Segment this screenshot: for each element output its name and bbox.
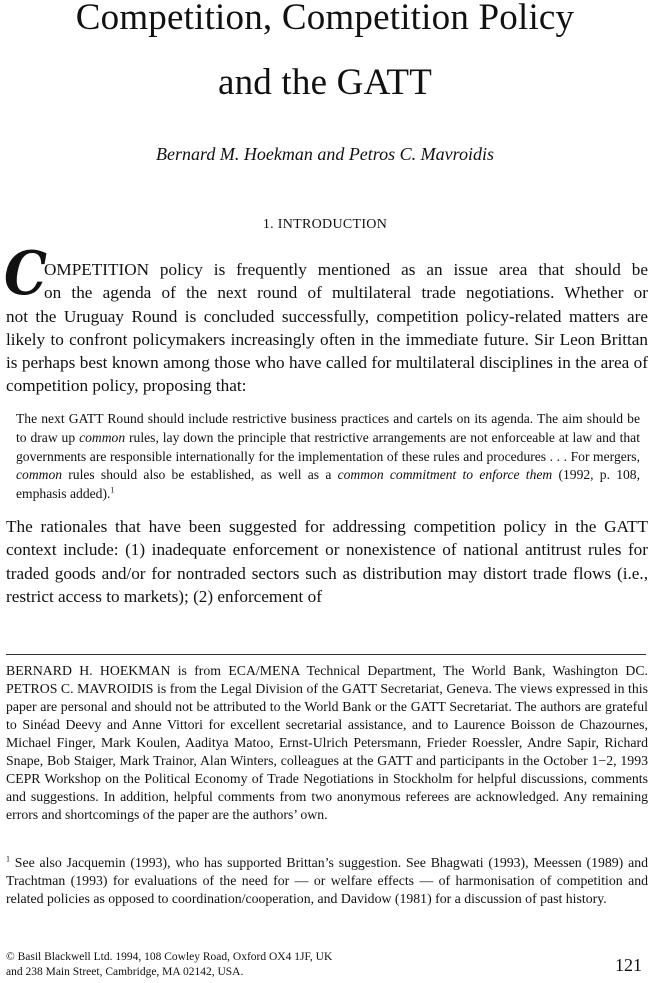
quote-emphasis-2: common xyxy=(16,467,63,483)
intro-paragraph xyxy=(6,258,648,398)
quote-text-2: rules, lay down the principle that restrictive arrangements are not enforceable at law and that governments are responsible internationally for the implementation of these rules and procedures . . . For mergers, xyxy=(16,429,640,464)
copyright-line-1: © Basil Blackwell Ltd. 1994, 108 Cowley Road, Oxford OX4 1JF, UK xyxy=(6,951,333,963)
footnote-1-marker: 1 xyxy=(6,854,10,864)
quote-text-4: (1992, p. 108, emphasis added). xyxy=(16,467,640,502)
copyright-notice xyxy=(6,950,332,980)
page-number: 121 xyxy=(615,955,642,975)
quote-text-1: The next GATT Round should include restrictive business practices and cartels on its agenda. The aim should be to draw up xyxy=(16,411,640,445)
intro-line-2: on the agenda of the next round of multilateral trade negotiations. Whether or xyxy=(44,283,648,303)
intro-rest: not the Uruguay Round is concluded successfully, competition policy-related matters are likely to confront policymakers increasingly often in the immediate future. Sir Leon Brittan is perhaps best known among those who have called for multilateral disciplines in the area of competition policy, proposing that: xyxy=(6,306,648,396)
intro-line-1: OMPETITION policy is frequently mentioned as an issue area that should be xyxy=(44,260,648,279)
quote-footnote-marker: 1 xyxy=(110,485,115,495)
footnote-divider xyxy=(6,654,646,655)
rationales-paragraph: The rationales that have been suggested for addressing competition policy in the GATT context include: (1) inadequate enforcement or nonexistence of national antitrust rules for traded goods and/or for nontraded sectors such as distribution may distort trade flows (i.e., restrict access to markets); (2) enforcement of xyxy=(6,517,648,606)
drop-cap: C xyxy=(4,239,47,309)
copyright-line-2: and 238 Main Street, Cambridge, MA 02142, USA. xyxy=(6,966,244,978)
paper-authors: Bernard M. Hoekman and Petros C. Mavroidis xyxy=(156,144,494,164)
block-quote xyxy=(16,410,640,504)
footnote-1 xyxy=(6,854,648,908)
paper-title-line-1: Competition, Competition Policy xyxy=(75,0,575,38)
quote-emphasis-3: common commitment to enforce them xyxy=(337,467,553,483)
quote-emphasis-1: common xyxy=(79,429,126,445)
paper-title-line-2: and the GATT xyxy=(217,62,433,103)
quote-text-3: rules should also be established, as well as a xyxy=(62,467,338,483)
author-footnote: BERNARD H. HOEKMAN is from ECA/MENA Technical Department, The World Bank, Washington DC. PETROS C. MAVROIDIS is from the Legal Division of the GATT Secretariat, Geneva. The views expressed in this paper are personal and should not be attributed to the World Bank or the GATT Secretariat. The authors are grateful to Sinéad Deevy and Anne Vittori for excellent secretarial assistance, and to Laurence Boisson de Chazournes, Michael Finger, Mark Koulen, Aaditya Matoo, Ernst-Ulrich Petersmann, Frieder Roessler, Andre Sapir, Richard Snape, Bob Staiger, Mark Trainor, Alan Winters, colleagues at the GATT and participants in the October 1−2, 1993 CEPR Workshop on the Political Economy of Trade Negotiations in Stockholm for helpful discussions, comments and suggestions. In addition, helpful comments from two anonymous referees are acknowledged. Any remaining errors and shortcomings of the paper are the authors’ own. xyxy=(6,663,648,822)
section-heading: 1. INTRODUCTION xyxy=(262,217,388,232)
footnote-1-text: See also Jacquemin (1993), who has supported Brittan’s suggestion. See Bhagwati (1993), Meessen (1989) and Trachtman (1993) for evaluations of the need for — or welfare effects — of harmonisation of competition and related policies as opposed to coordination/cooperation, and Davidow (1981) for a discussion of past history. xyxy=(6,855,648,906)
